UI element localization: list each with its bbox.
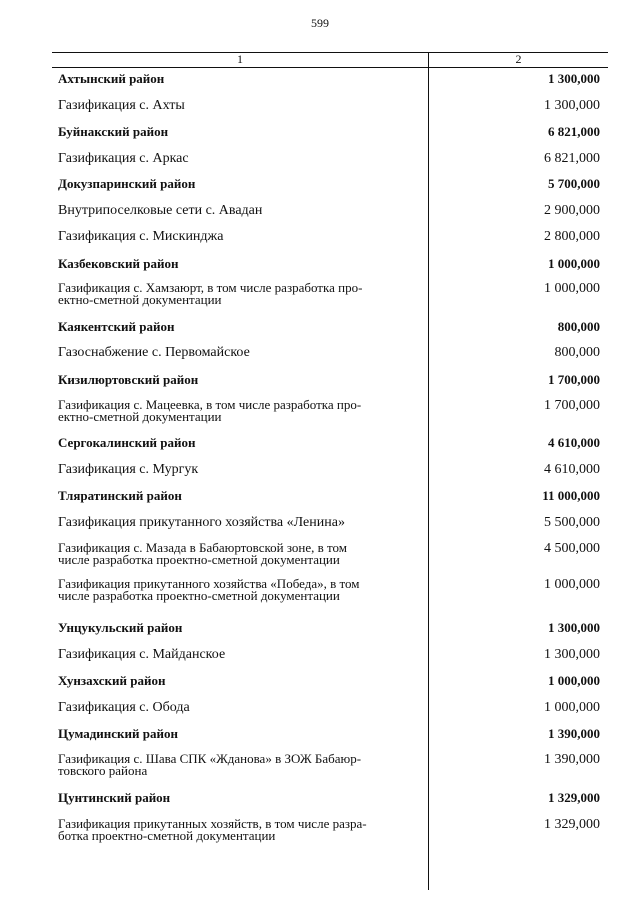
- district-total: 6 821,000: [548, 124, 600, 139]
- district-name: Унцукульский район: [58, 620, 183, 635]
- district-total: 4 610,000: [548, 435, 600, 450]
- district-total: 1 000,000: [548, 673, 600, 688]
- project-name: Газификация с. Мискинджа: [58, 229, 224, 244]
- project-row: [52, 282, 608, 306]
- district-total: 11 000,000: [542, 488, 600, 503]
- project-amount: 1 000,000: [544, 577, 600, 592]
- project-row: [52, 753, 608, 777]
- table-body: [52, 68, 608, 890]
- project-amount: 2 900,000: [544, 203, 600, 218]
- project-row: [52, 152, 608, 166]
- project-name: Внутрипоселковые сети с. Авадан: [58, 203, 263, 218]
- district-row: [52, 177, 608, 191]
- district-name: Казбековский район: [58, 256, 179, 271]
- district-name: Хунзахский район: [58, 673, 166, 688]
- district-total: 1 000,000: [548, 256, 600, 271]
- district-name: Буйнакский район: [58, 124, 169, 139]
- project-amount: 1 000,000: [544, 700, 600, 715]
- district-row: [52, 621, 608, 635]
- project-name: Газификация прикутанных хозяйств, в том числе разра- ботка проектно-сметной документации: [58, 816, 367, 843]
- project-amount: 1 300,000: [544, 647, 600, 662]
- project-name: Газификация с. Хамзаюрт, в том числе разработка про- ектно-сметной документации: [58, 280, 363, 307]
- project-amount: 4 610,000: [544, 462, 600, 477]
- district-row: [52, 791, 608, 805]
- district-total: 1 300,000: [548, 71, 600, 86]
- project-amount: 1 329,000: [544, 817, 600, 832]
- district-row: [52, 320, 608, 334]
- district-row: [52, 727, 608, 741]
- budget-table: [52, 52, 608, 890]
- project-name: Газификация с. Ахты: [58, 98, 185, 113]
- project-amount: 2 800,000: [544, 229, 600, 244]
- project-row: [52, 648, 608, 662]
- project-row: [52, 542, 608, 566]
- project-row: [52, 230, 608, 244]
- district-row: [52, 125, 608, 139]
- project-amount: 1 300,000: [544, 98, 600, 113]
- district-row: [52, 436, 608, 450]
- project-name: Газификация с. Мургук: [58, 462, 199, 477]
- project-amount: 800,000: [554, 345, 600, 360]
- page-number: 599: [311, 16, 329, 30]
- project-name: Газификация с. Шава СПК «Жданова» в ЗОЖ Бабаюр- товского района: [58, 751, 362, 778]
- project-row: [52, 99, 608, 113]
- district-total: 1 390,000: [548, 726, 600, 741]
- project-amount: 1 700,000: [544, 398, 600, 413]
- district-name: Цунтинский район: [58, 790, 171, 805]
- district-name: Тляратинский район: [58, 488, 182, 503]
- project-amount: 6 821,000: [544, 151, 600, 166]
- project-row: [52, 701, 608, 715]
- district-total: 1 300,000: [548, 620, 600, 635]
- project-name: Газификация с. Майданское: [58, 647, 226, 662]
- district-name: Цумадинский район: [58, 726, 178, 741]
- district-total: 1 329,000: [548, 790, 600, 805]
- project-row: [52, 463, 608, 477]
- project-name: Газификация прикутанного хозяйства «Победа», в том числе разработка проектно-сметной документации: [58, 576, 360, 603]
- project-amount: 1 390,000: [544, 752, 600, 767]
- project-row: [52, 516, 608, 530]
- district-name: Сергокалинский район: [58, 435, 196, 450]
- district-row: [52, 373, 608, 387]
- project-amount: 5 500,000: [544, 515, 600, 530]
- district-row: [52, 257, 608, 271]
- district-name: Ахтынский район: [58, 71, 165, 86]
- project-name: Газификация с. Мазада в Бабаюртовской зоне, в том числе разработка проектно-сметной документации: [58, 540, 348, 567]
- project-name: Газоснабжение с. Первомайское: [58, 345, 250, 360]
- project-name: Газификация с. Обода: [58, 700, 190, 715]
- project-row: [52, 578, 608, 602]
- district-name: Каякентский район: [58, 319, 175, 334]
- project-name: Газификация с. Аркас: [58, 151, 189, 166]
- project-name: Газификация прикутанного хозяйства «Ленина»: [58, 515, 345, 530]
- project-row: [52, 346, 608, 360]
- district-total: 800,000: [557, 319, 600, 334]
- district-row: [52, 72, 608, 86]
- project-name: Газификация с. Мацеевка, в том числе разработка про- ектно-сметной документации: [58, 397, 362, 424]
- project-amount: 4 500,000: [544, 541, 600, 556]
- project-amount: 1 000,000: [544, 281, 600, 296]
- district-total: 1 700,000: [548, 372, 600, 387]
- project-row: [52, 399, 608, 423]
- project-row: [52, 204, 608, 218]
- district-row: [52, 489, 608, 503]
- header-column-1: 1: [52, 53, 429, 67]
- district-row: [52, 674, 608, 688]
- header-column-2: 2: [515, 52, 522, 66]
- district-name: Докузпаринский район: [58, 176, 196, 191]
- district-total: 5 700,000: [548, 176, 600, 191]
- table-header-row: [52, 52, 608, 68]
- project-row: [52, 818, 608, 842]
- district-name: Кизилюртовский район: [58, 372, 199, 387]
